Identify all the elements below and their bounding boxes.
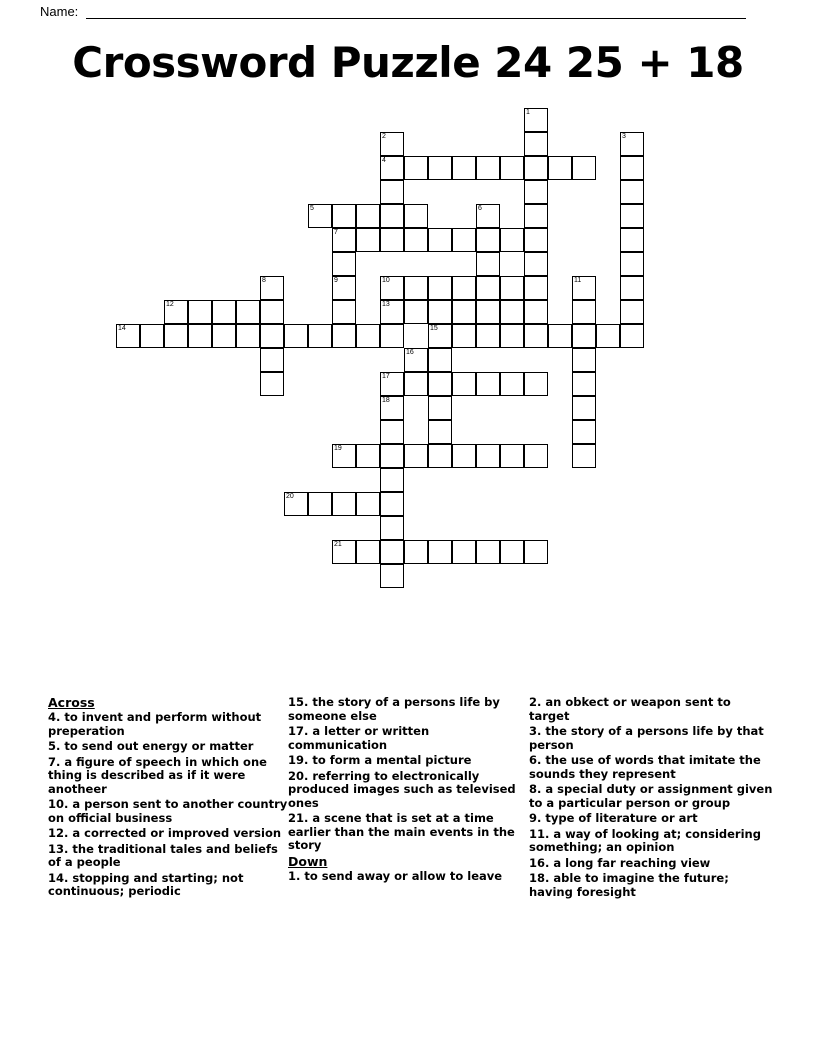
name-write-line[interactable] [86,6,746,19]
grid-cell[interactable] [476,252,500,276]
grid-cell[interactable] [404,372,428,396]
clue-text: a scene that is set at a time earlier than the main events in the story [288,811,515,852]
clue-text: to send out energy or matter [60,739,254,753]
grid-cell[interactable] [428,348,452,372]
clue-item [48,711,288,738]
grid-cell[interactable] [380,180,404,204]
clue-item [288,770,528,811]
grid-cell[interactable] [236,300,260,324]
clue-number: 1. [288,868,301,883]
grid-cell[interactable] [380,300,404,324]
grid-cell[interactable] [140,324,164,348]
grid-cell[interactable] [452,372,476,396]
grid-cell[interactable] [572,300,596,324]
grid-cell[interactable] [452,324,476,348]
grid-cell[interactable] [404,228,428,252]
clue-number: 18. [529,871,550,885]
grid-cell[interactable] [572,396,596,420]
clue-item [48,740,288,754]
grid-cell[interactable] [380,564,404,588]
grid-cell-number: 17 [382,373,390,380]
grid-cell[interactable] [356,324,380,348]
clue-number: 17. [288,724,309,738]
grid-cell[interactable] [620,132,644,156]
grid-cell[interactable] [380,468,404,492]
grid-cell-number: 9 [334,277,338,284]
clue-item [529,857,774,871]
grid-cell[interactable] [476,204,500,228]
clue-number: 7. [48,754,61,769]
grid-cell[interactable] [596,324,620,348]
clue-text: to send away or allow to leave [300,868,503,883]
grid-cell[interactable] [356,492,380,516]
grid-cell[interactable] [332,300,356,324]
grid-cell[interactable] [356,444,380,468]
grid-cell[interactable] [260,276,284,300]
grid-cell[interactable] [380,276,404,300]
grid-cell[interactable] [476,156,500,180]
grid-cell[interactable] [524,324,548,348]
grid-cell[interactable] [620,204,644,228]
grid-cell-number: 12 [166,301,174,308]
grid-cell[interactable] [572,348,596,372]
grid-cell[interactable] [428,444,452,468]
grid-cell[interactable] [356,228,380,252]
crossword-grid[interactable] [0,100,816,695]
grid-cell[interactable] [428,540,452,564]
page-title: Crossword Puzzle 24 25 + 18 [72,38,744,87]
clue-number: 8. [529,782,542,796]
grid-cell[interactable] [380,324,404,348]
grid-cell[interactable] [428,276,452,300]
grid-cell[interactable] [332,444,356,468]
grid-cell[interactable] [404,348,428,372]
clue-text: stopping and starting; not continuous; periodic [48,870,244,898]
grid-cell[interactable] [524,444,548,468]
clue-text: a way of looking at; considering something; an opinion [529,826,761,854]
grid-cell[interactable] [260,324,284,348]
grid-cell[interactable] [524,156,548,180]
grid-cell[interactable] [404,156,428,180]
clue-item [48,843,288,870]
grid-cell[interactable] [260,300,284,324]
grid-cell[interactable] [332,228,356,252]
clue-text: referring to electronically produced images such as televised ones [288,768,516,810]
grid-cell-number: 7 [334,229,338,236]
clue-text: the use of words that imitate the sounds they represent [529,753,761,781]
grid-cell[interactable] [524,276,548,300]
clue-item [529,812,774,826]
clue-item [48,827,288,841]
clue-number: 15. [288,695,309,709]
clue-text: to form a mental picture [308,753,472,767]
across-heading: Across [48,695,95,710]
clue-item [288,725,528,752]
grid-cell[interactable] [476,228,500,252]
grid-cell[interactable] [404,540,428,564]
clue-item [529,725,774,752]
grid-cell[interactable] [332,492,356,516]
clue-item [529,828,774,855]
clue-item [48,756,288,797]
grid-cell[interactable] [380,492,404,516]
grid-cell[interactable] [548,324,572,348]
grid-cell[interactable] [428,324,452,348]
clues-section [0,696,816,966]
grid-cell[interactable] [380,420,404,444]
grid-cell[interactable] [452,444,476,468]
grid-cell-number: 20 [286,493,294,500]
clue-item [288,696,528,723]
grid-cell[interactable] [500,228,524,252]
clue-item [288,870,528,884]
grid-cell[interactable] [380,516,404,540]
grid-cell[interactable] [476,324,500,348]
clue-number: 10. [48,797,69,811]
grid-cell[interactable] [524,132,548,156]
clue-item [288,754,528,768]
grid-cell-number: 3 [622,133,626,140]
grid-cell[interactable] [500,300,524,324]
grid-cell[interactable] [620,324,644,348]
clue-text: a special duty or assignment given to a particular person or group [529,782,773,810]
grid-cell[interactable] [308,492,332,516]
clue-item [48,798,288,825]
grid-cell[interactable] [380,540,404,564]
clue-item [529,696,774,723]
grid-cell[interactable] [332,204,356,228]
grid-cell-number: 10 [382,277,390,284]
grid-cell[interactable] [500,324,524,348]
clue-number: 19. [288,753,309,767]
clue-text: type of literature or art [541,811,698,825]
grid-cell[interactable] [620,300,644,324]
clue-number: 13. [48,841,69,856]
grid-cell[interactable] [428,372,452,396]
grid-cell[interactable] [404,300,428,324]
grid-cell[interactable] [476,444,500,468]
clue-text: the story of a persons life by that person [529,724,764,752]
grid-cell[interactable] [260,372,284,396]
grid-cell[interactable] [404,276,428,300]
name-label: Name: [40,4,79,19]
grid-cell[interactable] [452,276,476,300]
grid-cell[interactable] [332,252,356,276]
grid-cell[interactable] [356,540,380,564]
grid-cell[interactable] [308,204,332,228]
clue-number: 6. [529,753,542,767]
clue-text: a long far reaching view [549,855,711,870]
clue-item [529,783,774,810]
clue-number: 14. [48,870,69,885]
down-heading: Down [288,853,328,869]
grid-cell[interactable] [428,396,452,420]
grid-cell[interactable] [380,444,404,468]
grid-cell[interactable] [476,276,500,300]
grid-cell[interactable] [380,396,404,420]
clues-column-3 [529,696,774,901]
grid-cell[interactable] [620,156,644,180]
grid-cell[interactable] [308,324,332,348]
grid-cell[interactable] [620,252,644,276]
grid-cell-number: 8 [262,277,266,284]
clues-column-2 [288,696,528,885]
grid-cell[interactable] [524,204,548,228]
grid-cell[interactable] [500,156,524,180]
grid-cell[interactable] [428,300,452,324]
clue-text: a person sent to another country on official business [48,797,288,825]
grid-cell[interactable] [452,540,476,564]
grid-cell[interactable] [500,372,524,396]
grid-cell-number: 1 [526,109,530,116]
grid-cell[interactable] [164,324,188,348]
clue-text: the traditional tales and beliefs of a people [48,841,278,869]
grid-cell[interactable] [356,204,380,228]
grid-cell[interactable] [188,300,212,324]
grid-cell-number: 16 [406,349,414,356]
grid-cell[interactable] [428,228,452,252]
clue-number: 21. [288,811,309,825]
grid-cell[interactable] [572,276,596,300]
clues-column-1 [48,696,288,901]
clue-number: 5. [48,739,61,753]
grid-cell[interactable] [524,372,548,396]
clue-text: able to imagine the future; having foresight [529,871,729,899]
grid-cell-number: 6 [478,205,482,212]
grid-cell[interactable] [380,372,404,396]
clue-number: 4. [48,710,61,724]
grid-cell[interactable] [524,540,548,564]
clue-number: 16. [529,855,550,870]
grid-cell[interactable] [476,372,500,396]
name-field-line [40,4,746,19]
clue-item [529,754,774,781]
grid-cell[interactable] [452,228,476,252]
grid-cell[interactable] [524,180,548,204]
clue-text: an obkect or weapon sent to target [529,695,731,723]
clue-text: a figure of speech in which one thing is described as if it were anotheer [48,754,267,796]
grid-cell-number: 18 [382,397,390,404]
grid-cell[interactable] [620,276,644,300]
grid-cell[interactable] [548,156,572,180]
grid-cell[interactable] [428,420,452,444]
clue-text: to invent and perform without preperation [48,710,262,738]
grid-cell[interactable] [380,204,404,228]
grid-cell[interactable] [164,300,188,324]
grid-cell-number: 5 [310,205,314,212]
grid-cell[interactable] [212,324,236,348]
clue-number: 20. [288,768,309,783]
grid-cell[interactable] [260,348,284,372]
clue-text: a corrected or improved version [68,826,282,840]
grid-cell[interactable] [284,324,308,348]
grid-cell[interactable] [404,444,428,468]
grid-cell-number: 13 [382,301,390,308]
grid-cell[interactable] [572,420,596,444]
clue-item [48,872,288,899]
grid-cell[interactable] [332,324,356,348]
grid-cell[interactable] [380,156,404,180]
grid-cell[interactable] [524,252,548,276]
grid-cell[interactable] [572,156,596,180]
grid-cell[interactable] [452,300,476,324]
grid-cell[interactable] [500,444,524,468]
clue-number: 9. [529,811,542,825]
grid-cell[interactable] [620,180,644,204]
grid-cell[interactable] [236,324,260,348]
grid-cell[interactable] [284,492,308,516]
grid-cell[interactable] [212,300,236,324]
grid-cell[interactable] [524,108,548,132]
clue-item [288,812,528,853]
grid-cell[interactable] [572,372,596,396]
grid-cell-number: 4 [382,157,386,164]
clue-number: 3. [529,724,542,738]
grid-cell[interactable] [404,204,428,228]
grid-cell[interactable] [572,324,596,348]
grid-cell[interactable] [476,540,500,564]
clue-item [529,872,774,899]
grid-cell[interactable] [188,324,212,348]
grid-cell[interactable] [620,228,644,252]
grid-cell[interactable] [476,300,500,324]
grid-cell-number: 21 [334,541,342,548]
clue-text: the story of a persons life by someone else [288,695,500,723]
grid-cell[interactable] [524,228,548,252]
grid-cell[interactable] [332,540,356,564]
grid-cell[interactable] [524,300,548,324]
clue-number: 11. [529,826,550,841]
grid-cell[interactable] [500,540,524,564]
grid-cell-number: 2 [382,133,386,140]
grid-cell-number: 14 [118,325,126,332]
clue-text: a letter or written communication [288,724,430,752]
grid-cell-number: 11 [574,277,582,284]
grid-cell[interactable] [380,132,404,156]
clue-number: 2. [529,695,542,709]
grid-cell[interactable] [452,156,476,180]
grid-cell-number: 15 [430,325,438,332]
grid-cell-number: 19 [334,445,342,452]
grid-cell[interactable] [572,444,596,468]
clue-number: 12. [48,826,69,840]
grid-cell[interactable] [116,324,140,348]
grid-cell[interactable] [332,276,356,300]
grid-cell[interactable] [500,276,524,300]
grid-cell[interactable] [428,156,452,180]
grid-cell[interactable] [380,228,404,252]
